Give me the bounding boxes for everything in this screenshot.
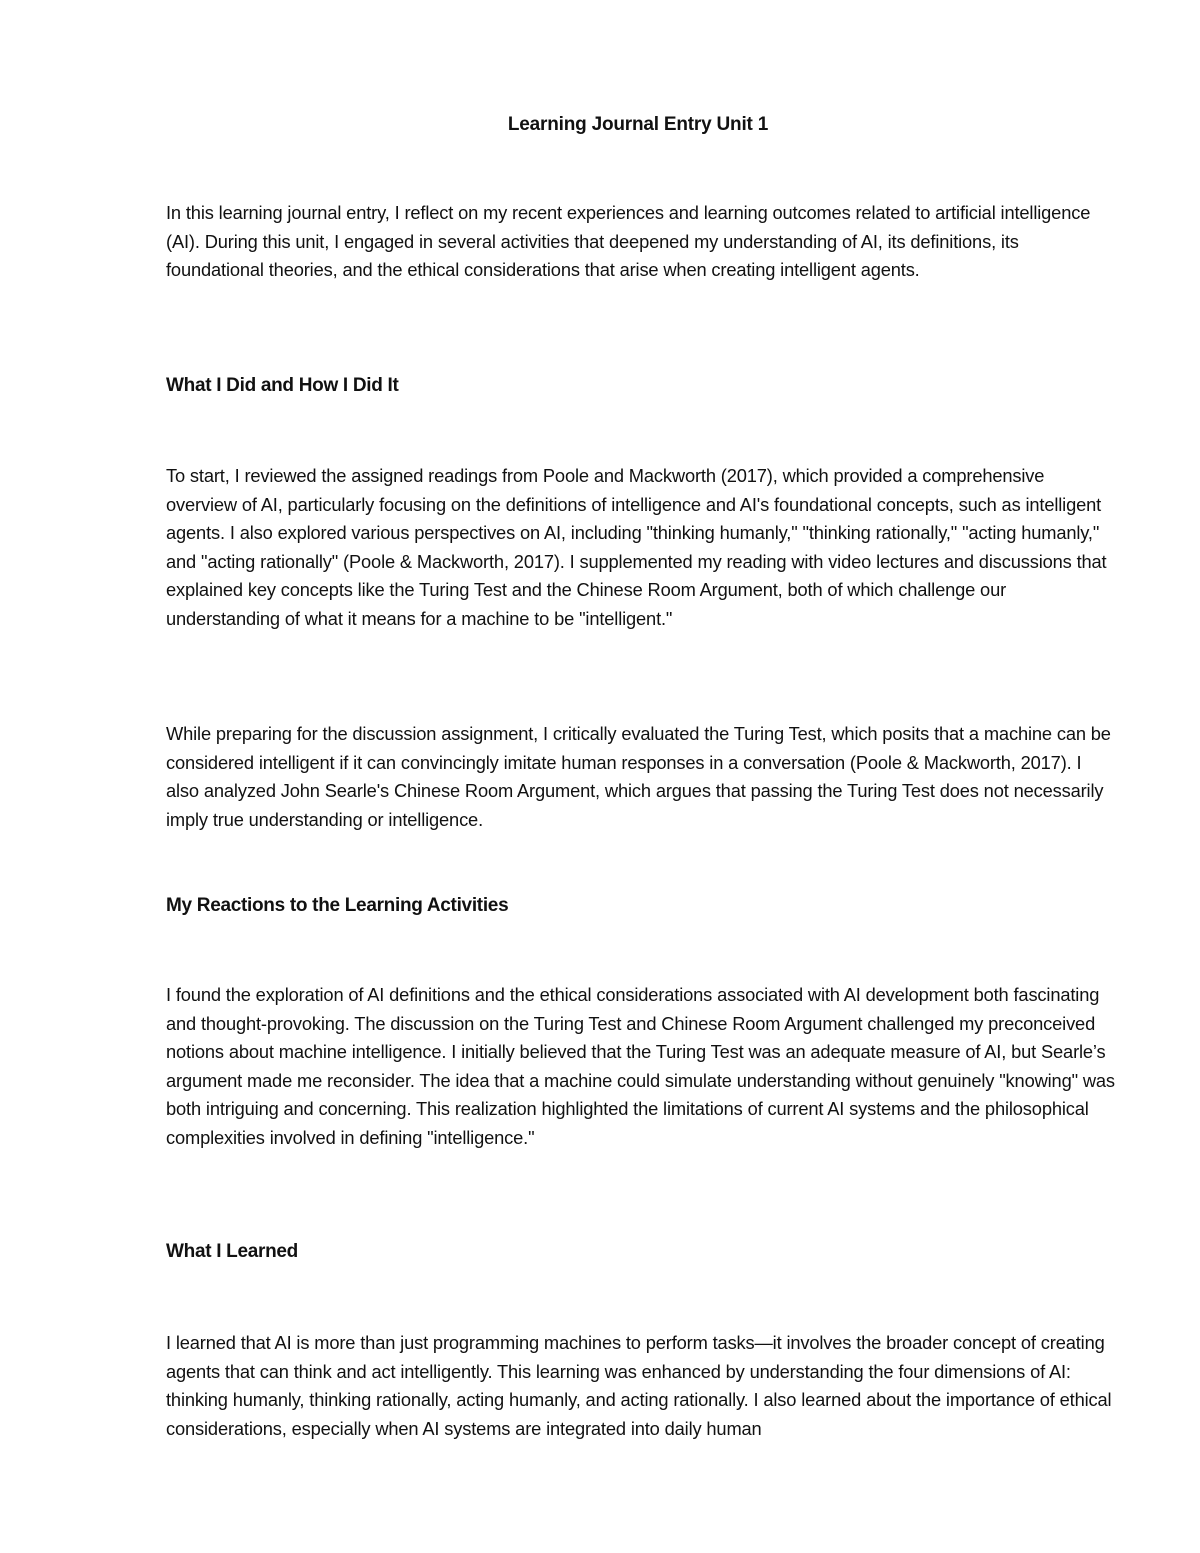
section-heading-reactions: My Reactions to the Learning Activities [166,895,509,916]
section-heading-what-i-learned: What I Learned [166,1241,298,1262]
section-heading-what-i-did: What I Did and How I Did It [166,375,399,396]
section-paragraph: While preparing for the discussion assignment, I critically evaluated the Turing Test, which posits that a machine can be considered intelligent if it can convincingly imitate human responses in a conversation (Poole & Mackworth, 2017). I also analyzed John Searle's Chinese Room Argument, which argues that passing the Turing Test does not necessarily imply true understanding or intelligence. [166,723,1111,830]
document-title: Learning Journal Entry Unit 1 [507,114,769,135]
section-paragraph: I found the exploration of AI definitions and the ethical considerations associated with AI development both fascinating and thought-provoking. The discussion on the Turing Test and Chinese Room Argument challenged my preconceived notions about machine intelligence. I initially believed that the Turing Test was an adequate measure of AI, but Searle’s argument made me reconsider. The idea that a machine could simulate understanding without genuinely "knowing" was both intriguing and concerning. This realization highlighted the limitations of current AI systems and the philosophical complexities involved in defining "intelligence." [166,984,1115,1148]
intro-paragraph: In this learning journal entry, I reflect on my recent experiences and learning outcomes related to artificial intelligence (AI). During this unit, I engaged in several activities that deepened my understanding of AI, its definitions, its foundational theories, and the ethical considerations that arise when creating intelligent agents. [166,202,1091,280]
section-paragraph: I learned that AI is more than just programming machines to perform tasks—it involves the broader concept of creating agents that can think and act intelligently. This learning was enhanced by understanding the four dimensions of AI: thinking humanly, thinking rationally, acting humanly, and acting rationally. I also learned about the importance of ethical considerations, especially when AI systems are integrated into daily human [166,1332,1112,1439]
section-paragraph: To start, I reviewed the assigned readings from Poole and Mackworth (2017), which provided a comprehensive overview of AI, particularly focusing on the definitions of intelligence and AI's foundational concepts, such as intelligent agents. I also explored various perspectives on AI, including "thinking humanly," "thinking rationally," "acting humanly," and "acting rationally" (Poole & Mackworth, 2017). I supplemented my reading with video lectures and discussions that explained key concepts like the Turing Test and the Chinese Room Argument, both of which challenge our understanding of what it means for a machine to be "intelligent." [166,465,1107,629]
